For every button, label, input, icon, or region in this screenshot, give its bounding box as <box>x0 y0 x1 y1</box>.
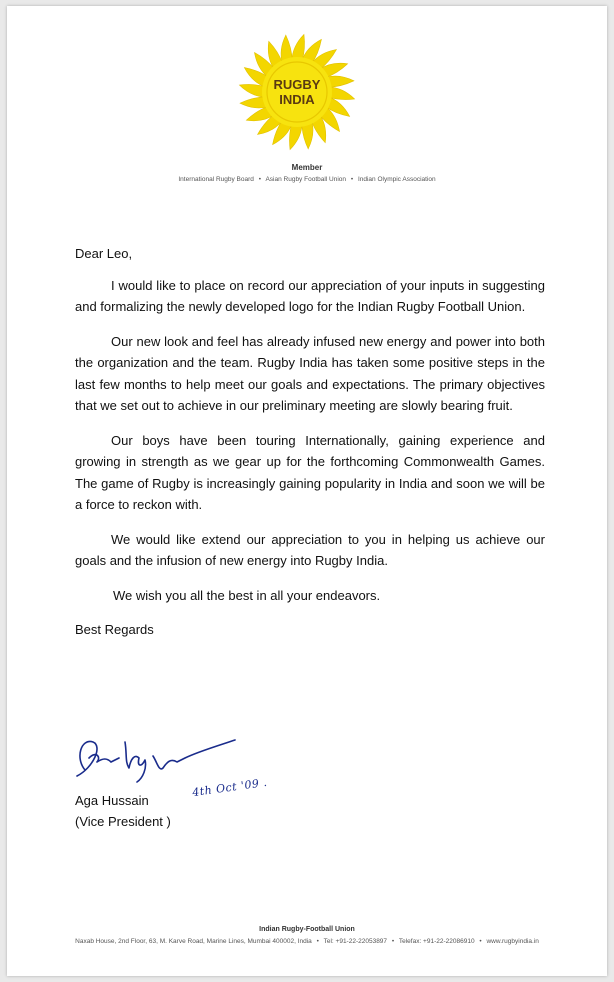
signature-stroke <box>77 740 235 782</box>
paragraph-2: Our new look and feel has already infused new energy and power into both the organization and the team. Rugby India has taken some positive steps in the last few months to help meet our goals and expectations. The primary objectives that we set out to achieve in our preliminary meeting are slowly bearing fruit. <box>75 333 545 413</box>
signer-title: (Vice President ) <box>75 814 171 829</box>
salutation: Dear Leo, <box>75 246 133 261</box>
separator-dot: • <box>479 938 482 945</box>
letter-body <box>75 243 545 641</box>
paragraph-1: I would like to place on record our appreciation of your inputs in suggesting and formalizing the newly developed logo for the Indian Rugby Football Union. <box>75 277 545 314</box>
handwritten-date: 4th Oct '09 . <box>191 775 269 800</box>
sun-ray <box>239 84 265 97</box>
closing: Best Regards <box>75 622 154 637</box>
logo-line-1: RUGBY <box>273 77 321 92</box>
separator-dot: • <box>258 176 261 183</box>
sun-ray <box>292 34 305 60</box>
sun-ray <box>289 124 302 150</box>
footer-telephone: Tel: +91-22-22053897 <box>323 938 388 945</box>
footer-organization: Indian Rugby-Football Union <box>259 926 355 933</box>
footer-website: www.rugbyindia.in <box>486 938 539 945</box>
signer-block <box>75 790 171 832</box>
paragraph-3: Our boys have been touring Internationally, gaining experience and growing in strength as we gear up for the forthcoming Commonwealth Games. The game of Rugby is increasingly gaining popularity in India and soon we will be a force to reckon with. <box>75 432 545 512</box>
sun-ray <box>329 87 355 100</box>
separator-dot: • <box>391 938 395 945</box>
affiliation-irb: International Rugby Board <box>178 176 254 183</box>
rugby-india-logo <box>236 31 358 153</box>
affiliation-ioa: Indian Olympic Association <box>357 176 436 183</box>
paragraph-5: We wish you all the best in all your endeavors. <box>113 587 381 603</box>
letter-page <box>7 6 607 976</box>
signer-name: Aga Hussain <box>75 793 149 808</box>
sun-emblem-icon <box>236 31 358 153</box>
member-heading: Member <box>291 163 323 172</box>
affiliations-line <box>7 176 607 183</box>
separator-dot: • <box>316 938 319 945</box>
footer-contact-line <box>7 938 607 945</box>
logo-line-2: INDIA <box>279 92 315 107</box>
paragraph-4: We would like extend our appreciation to you in helping us achieve our goals and the infusion of new energy into Rugby India. <box>75 531 545 568</box>
footer-telefax: Telefax: +91-22-22086910 <box>398 938 475 945</box>
affiliation-arfu: Asian Rugby Football Union <box>265 176 347 183</box>
footer-address: Naxab House, 2nd Floor, 63, M. Karve Road, Marine Lines, Mumbai 400002, India <box>75 938 312 945</box>
separator-dot: • <box>350 176 354 183</box>
